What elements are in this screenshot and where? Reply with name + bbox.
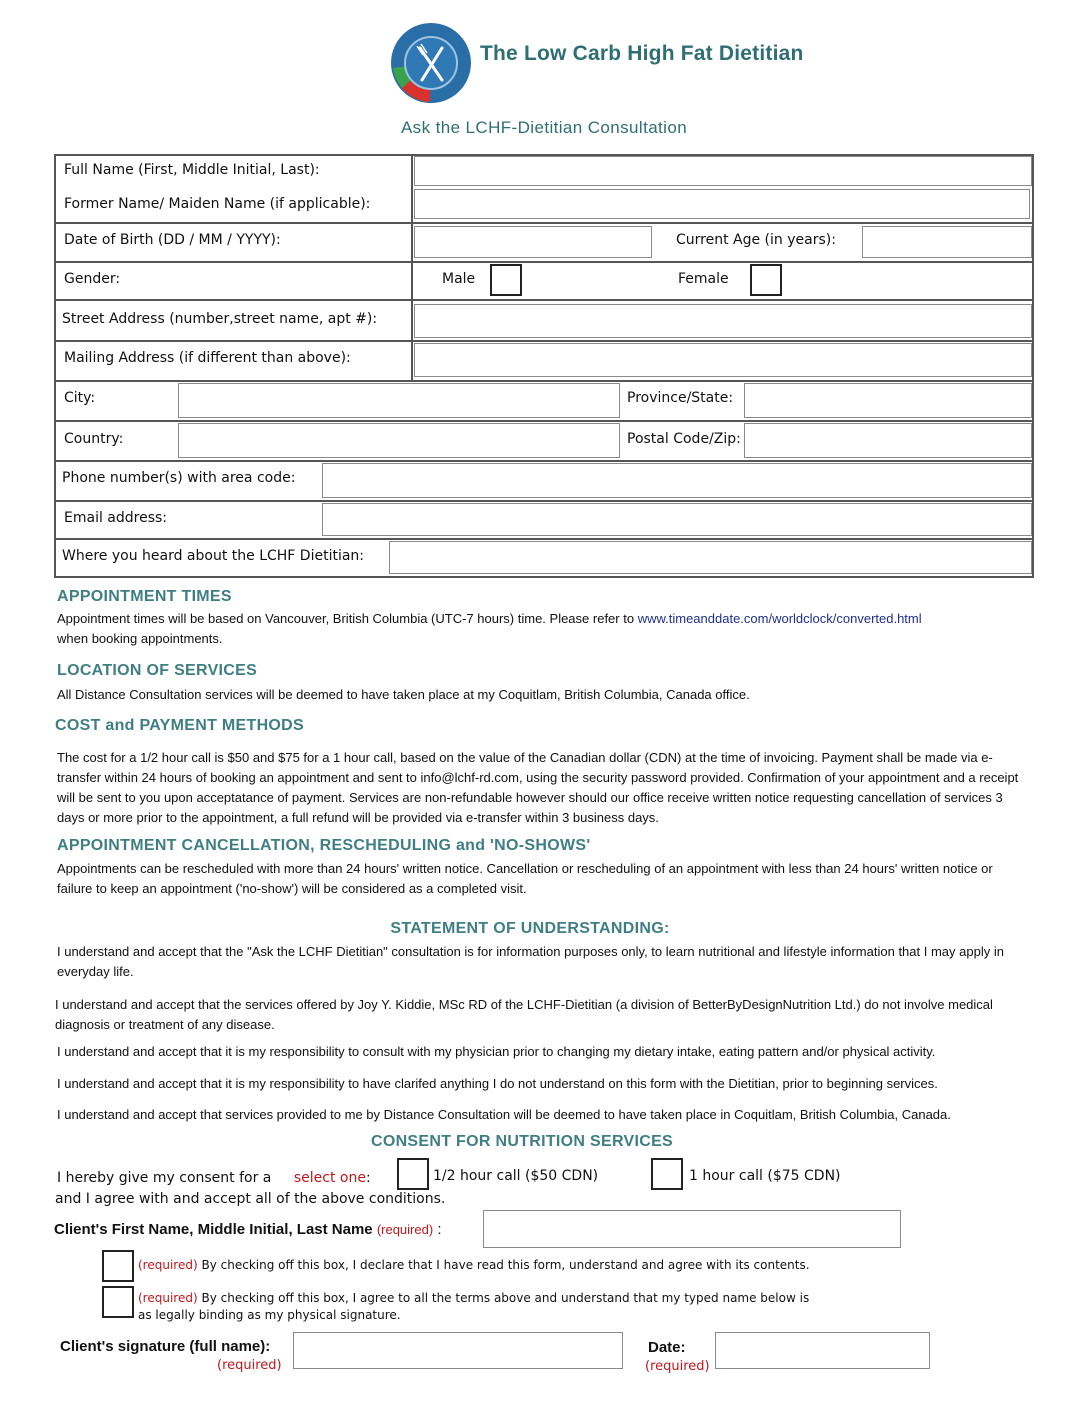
table-border-left (54, 154, 56, 578)
check2-text: as legally binding as my physical signature. (138, 1308, 401, 1322)
signature-label: Client's signature (full name): (60, 1338, 271, 1355)
full-name-label: Full Name (First, Middle Initial, Last): (64, 162, 320, 178)
statement-1: I understand and accept that the "Ask the LCHF Dietitian" consultation is for information purposes only, to learn nutritional and lifestyle information that I may apply in everyday life. (57, 944, 1004, 979)
phone-field[interactable] (322, 463, 1032, 498)
agree-line: and I agree with and accept all of the above conditions. (55, 1191, 446, 1207)
client-name-text: Client's First Name, Middle Initial, Last Name (54, 1221, 373, 1238)
heard-label: Where you heard about the LCHF Dietitian: (62, 548, 365, 564)
consent-line (57, 1170, 371, 1186)
cancellation-heading: APPOINTMENT CANCELLATION, RESCHEDULING and 'NO-SHOWS' (57, 837, 591, 854)
client-name-field[interactable] (483, 1210, 901, 1248)
legal-signature-text (138, 1290, 809, 1324)
email-label: Email address: (64, 510, 168, 526)
statement-3: I understand and accept that it is my responsibility to consult with my physician prior to changing my dietary intake, eating pattern and/or physical activity. (57, 1044, 936, 1059)
select-one-label: select one (293, 1170, 366, 1186)
postal-label: Postal Code/Zip: (627, 431, 741, 447)
row-divider (54, 261, 1034, 263)
date-required: (required) (645, 1359, 710, 1374)
phone-label: Phone number(s) with area code: (62, 470, 296, 486)
row-divider (54, 380, 1034, 382)
age-label: Current Age (in years): (676, 232, 836, 248)
city-label: City: (64, 390, 96, 406)
consent-heading: CONSENT FOR NUTRITION SERVICES (370, 1133, 674, 1150)
male-label: Male (442, 271, 476, 287)
date-field[interactable] (715, 1332, 930, 1369)
appointment-text-part: Appointment times will be based on Vancouver, British Columbia (UTC-7 hours) time. Please refer to (57, 611, 638, 626)
city-field[interactable] (178, 383, 620, 418)
legal-signature-checkbox[interactable] (102, 1286, 134, 1318)
statement-heading: STATEMENT OF UNDERSTANDING: (390, 920, 670, 937)
location-text: All Distance Consultation services will be deemed to have taken place at my Coquitlam, British Columbia, Canada office. (57, 687, 750, 702)
cost-heading: COST and PAYMENT METHODS (55, 717, 304, 734)
read-agree-text (138, 1258, 810, 1272)
appointment-times-heading: APPOINTMENT TIMES (57, 588, 232, 605)
check1-text: By checking off this box, I declare that I have read this form, understand and agree with its contents. (201, 1258, 810, 1272)
signature-required: (required) (217, 1358, 282, 1373)
statement-5: I understand and accept that services provided to me by Distance Consultation will be deemed to have taken place in Coquitlam, British Columbia, Canada. (57, 1107, 951, 1122)
one-hour-checkbox[interactable] (651, 1158, 683, 1190)
street-label: Street Address (number,street name, apt #): (62, 311, 378, 327)
required-label: (required) (138, 1258, 198, 1272)
brand-logo (390, 22, 472, 104)
male-checkbox[interactable] (490, 264, 522, 296)
row-divider (54, 222, 1034, 224)
consent-text: I hereby give my consent for a (57, 1170, 272, 1186)
row-divider (54, 538, 1034, 540)
column-divider (411, 154, 413, 380)
cancellation-text: Appointments can be rescheduled with more than 24 hours' written notice. Cancellation or rescheduling of an appointment with less than 24 hours' written notice or failure to keep an appointment ('no-show') will be considered as a completed visit. (57, 861, 993, 896)
statement-2: I understand and accept that the services offered by Joy Y. Kiddie, MSc RD of the LCHF-Dietitian (a division of BetterByDesignNutrition Ltd.) do not involve medical diagnosis or treatment of any disease. (55, 997, 993, 1032)
postal-field[interactable] (744, 423, 1032, 458)
country-label: Country: (64, 431, 124, 447)
female-checkbox[interactable] (750, 264, 782, 296)
cost-text: The cost for a 1/2 hour call is $50 and $75 for a 1 hour call, based on the value of the Canadian dollar (CDN) at the time of invoicing. Payment shall be made via e-transfer within 24 hours of booking an appointment and sent to info@lchf-rd.com, using the security password provided. Confirmation of your appointment and a receipt will be sent to you upon acceptatance of payment. Services are non-refundable however should our office receive written notice requesting cancellation of services 3 days or more prior to the appointment, a full refund will be provided via e-transfer within 3 business days. (57, 750, 1019, 825)
dob-label: Date of Birth (DD / MM / YYYY): (64, 232, 281, 248)
required-label: (required) (376, 1222, 434, 1237)
client-name-label (54, 1221, 442, 1238)
table-border-right (1032, 154, 1034, 578)
brand-name: The Low Carb High Fat Dietitian (480, 42, 804, 65)
location-heading: LOCATION OF SERVICES (57, 662, 258, 679)
heard-field[interactable] (389, 541, 1032, 574)
appointment-text-part: when booking appointments. (57, 631, 223, 646)
province-label: Province/State: (627, 390, 734, 406)
check2-text: By checking off this box, I agree to all the terms above and understand that my typed name below is (201, 1291, 810, 1305)
row-divider (54, 340, 1034, 342)
former-name-field[interactable] (414, 189, 1030, 219)
colon: : (365, 1170, 371, 1186)
read-agree-checkbox[interactable] (102, 1250, 134, 1282)
row-divider (54, 460, 1034, 462)
row-divider (54, 500, 1034, 502)
full-name-field[interactable] (414, 156, 1032, 186)
required-label: (required) (138, 1291, 198, 1305)
row-divider (54, 299, 1034, 301)
table-border-bottom (54, 576, 1034, 578)
one-hour-label: 1 hour call ($75 CDN) (689, 1168, 841, 1184)
country-field[interactable] (178, 423, 620, 458)
female-label: Female (678, 271, 729, 287)
signature-field[interactable] (293, 1332, 623, 1369)
dob-field[interactable] (414, 226, 652, 258)
email-field[interactable] (322, 503, 1032, 536)
half-hour-label: 1/2 hour call ($50 CDN) (433, 1168, 599, 1184)
row-divider (54, 420, 1034, 422)
timeanddate-link[interactable]: www.timeanddate.com/worldclock/converted.html (637, 611, 922, 626)
age-field[interactable] (862, 226, 1032, 258)
form-title: Ask the LCHF-Dietitian Consultation (400, 118, 688, 137)
former-name-label: Former Name/ Maiden Name (if applicable): (64, 196, 371, 212)
colon: : (437, 1221, 442, 1238)
date-label: Date: (648, 1339, 686, 1356)
street-field[interactable] (414, 304, 1032, 338)
gender-label: Gender: (64, 271, 121, 287)
half-hour-checkbox[interactable] (397, 1158, 429, 1190)
mailing-field[interactable] (414, 343, 1032, 377)
appointment-times-text (57, 609, 1047, 649)
province-field[interactable] (744, 383, 1032, 418)
mailing-label: Mailing Address (if different than above): (64, 350, 351, 366)
statement-4: I understand and accept that it is my responsibility to have clarifed anything I do not understand on this form with the Dietitian, prior to beginning services. (57, 1076, 938, 1091)
